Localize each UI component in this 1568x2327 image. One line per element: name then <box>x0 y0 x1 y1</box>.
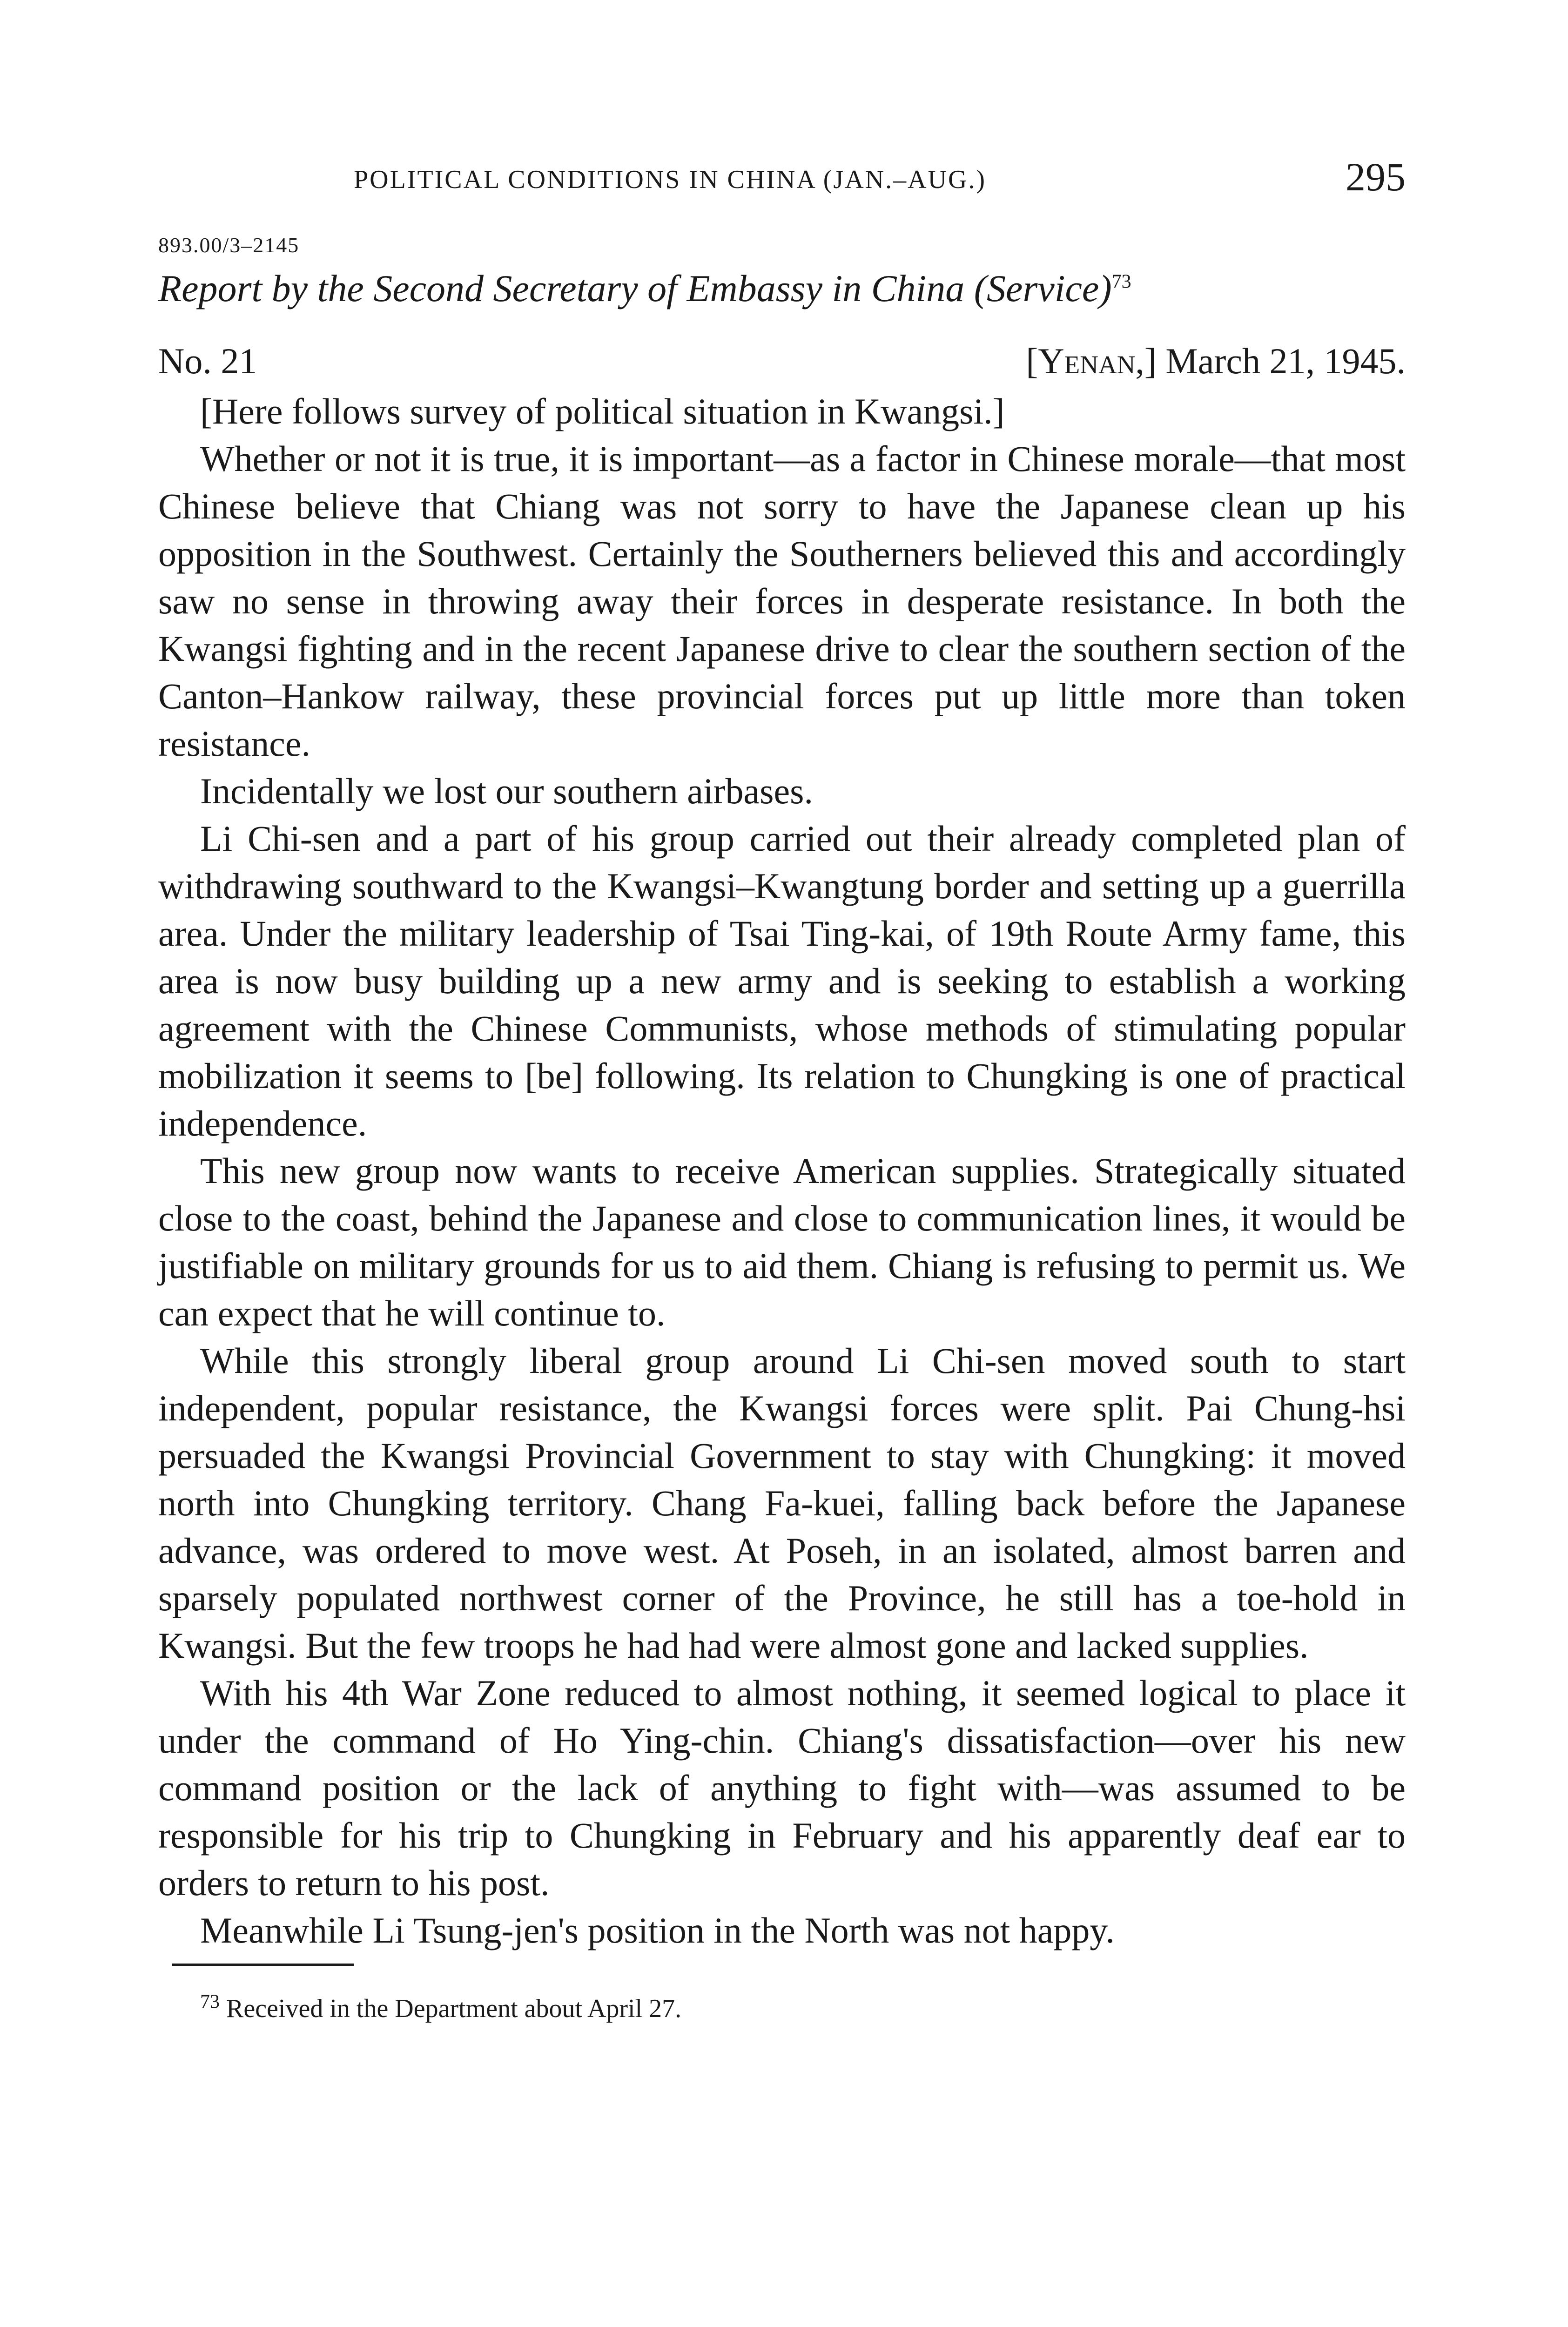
body-text <box>158 388 1406 1954</box>
paragraph: This new group now wants to receive American supplies. Strategically situated close to the coast, behind the Japanese and close to communication lines, it would be justifiable on military grounds for us to aid them. Chiang is refusing to permit us. We can expect that he will continue to. <box>158 1150 1406 1333</box>
page-number: 295 <box>1346 155 1406 199</box>
paragraph: While this strongly liberal group around Li Chi-sen moved south to start independent, popular resistance, the Kwangsi forces were split. Pai Chung-hsi persuaded the Kwangsi Provincial Government to stay with Chungking: it moved north into Chungking territory. Chang Fa-kuei, falling back before the Japanese advance, was ordered to move west. At Poseh, in an isolated, almost barren and sparsely populated northwest corner of the Province, he still has a toe-hold in Kwangsi. But the few troops he had had were almost gone and lacked supplies. <box>158 1340 1406 1666</box>
title-footnote-ref: 73 <box>1111 271 1131 293</box>
paragraph: Incidentally we lost our southern airbases. <box>200 770 813 811</box>
running-title: POLITICAL CONDITIONS IN CHINA (JAN.–AUG.) <box>354 165 987 194</box>
footnote <box>200 1991 1406 2024</box>
place-date <box>1026 339 1406 383</box>
footnote-text: Received in the Department about April 27. <box>226 1994 682 2023</box>
document-number: No. 21 <box>158 341 257 382</box>
document-page <box>158 154 1406 2024</box>
paragraph: Meanwhile Li Tsung-jen's position in the North was not happy. <box>200 1910 1115 1950</box>
footnote-divider <box>172 1964 354 1966</box>
document-title <box>158 266 1406 311</box>
running-header <box>158 154 1406 205</box>
paragraph: Whether or not it is true, it is important—as a factor in Chinese morale—that most Chinese believe that Chiang was not sorry to have the Japanese clean up his opposition in the Southwest. Certainly the Southerners believed this and accordingly saw no sense in throwing away their forces in desperate resistance. In both the Kwangsi fighting and in the recent Japanese drive to clear the southern section of the Canton–Hankow railway, these provincial forces put up little more than token resistance. <box>158 438 1406 764</box>
paragraph: Li Chi-sen and a part of his group carried out their already completed plan of withdrawing southward to the Kwangsi–Kwangtung border and setting up a guerrilla area. Under the military leadership of Tsai Ting-kai, of 19th Route Army fame, this area is now busy building up a new army and is seeking to establish a working agreement with the Chinese Communists, whose methods of stimulating popular mobilization it seems to [be] following. Its relation to Chungking is one of practical independence. <box>158 818 1406 1143</box>
dateline <box>158 339 1406 383</box>
file-number: 893.00/3–2145 <box>158 233 300 257</box>
paragraph: [Here follows survey of political situation in Kwangsi.] <box>200 390 1005 431</box>
place: [Yenan,] <box>1026 341 1157 382</box>
date: March 21, 1945. <box>1165 341 1406 382</box>
footnote-marker: 73 <box>200 1991 220 2013</box>
document-title-text: Report by the Second Secretary of Embassy in China (Service) <box>158 267 1112 309</box>
paragraph: With his 4th War Zone reduced to almost nothing, it seemed logical to place it under the command of Ho Ying-chin. Chiang's dissatisfaction—over his new command position or the lack of anything to fight with—was assumed to be responsible for his trip to Chungking in February and his apparently deaf ear to orders to return to his post. <box>158 1672 1406 1903</box>
